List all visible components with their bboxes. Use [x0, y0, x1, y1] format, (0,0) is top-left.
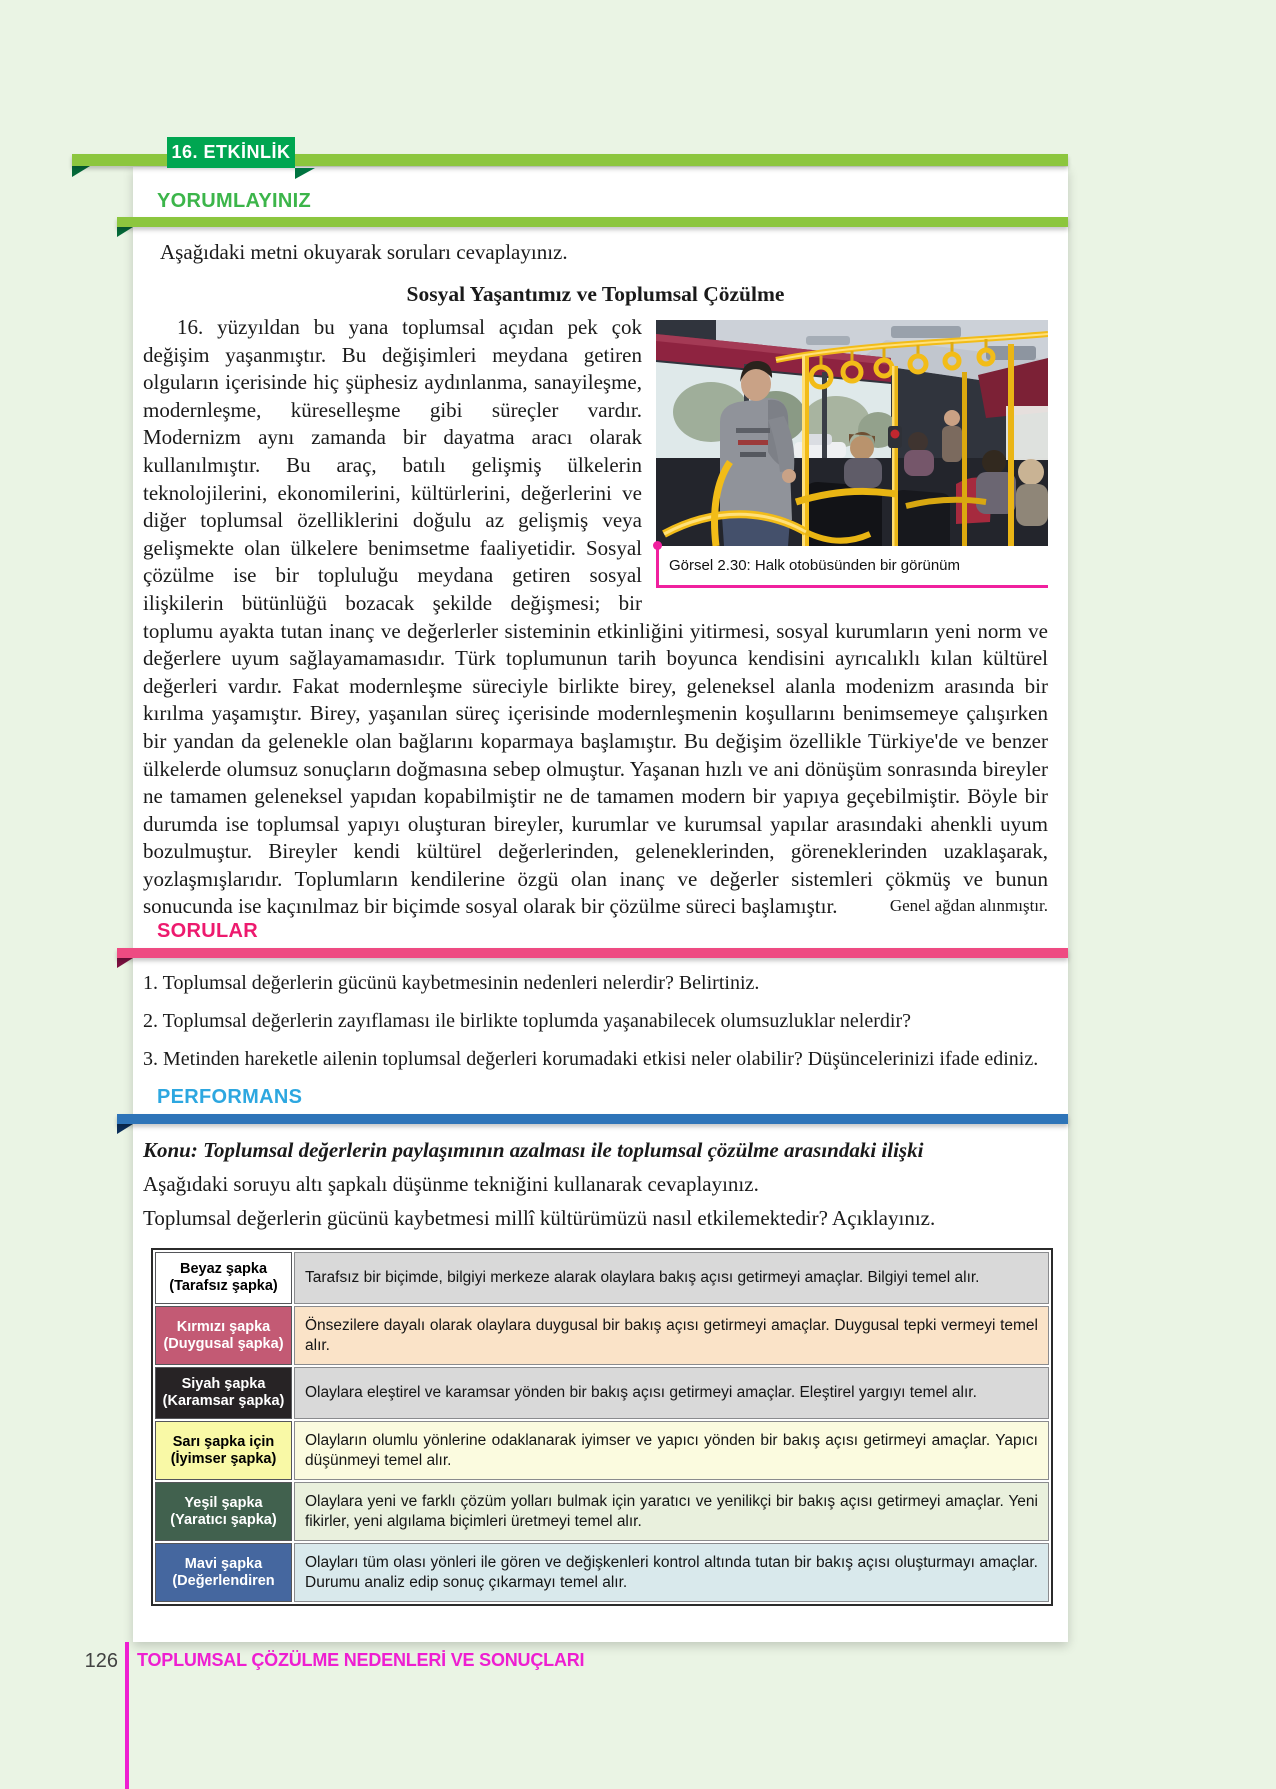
hat-label-line2: (Değerlendiren	[172, 1572, 275, 1589]
intro-text: Aşağıdaki metni okuyarak soruları cevaplayınız.	[160, 240, 568, 264]
activity-badge: 16. ETKİNLİK	[167, 137, 295, 168]
hat-label-line1: Siyah şapka	[181, 1376, 266, 1392]
sorular-divider-fold	[117, 958, 133, 968]
reading-title: Sosyal Yaşantımız ve Toplumsal Çözülme	[406, 282, 785, 306]
footer-chapter-title: TOPLUMSAL ÇÖZÜLME NEDENLERİ VE SONUÇLARI	[137, 1650, 585, 1670]
section-heading-performans: PERFORMANS	[157, 1086, 303, 1108]
section-heading-yorumlayiniz: YORUMLAYINIZ	[157, 190, 311, 212]
hat-label-sari	[155, 1421, 292, 1480]
hat-label-mavi	[155, 1543, 292, 1602]
hat-description-yesil	[294, 1482, 1049, 1541]
hat-label-line2: (Karamsar şapka)	[162, 1393, 285, 1409]
hat-label-line1: Beyaz şapka	[179, 1261, 268, 1277]
source-note: Genel ağdan alınmıştır.	[889, 896, 1048, 915]
hat-description-kirmizi	[294, 1306, 1049, 1365]
hat-description-text: Olaylara eleştirel ve karamsar yönden bir bakış açısı getirmeyi amaçlar. Eleştirel yargıyı temel alır.	[305, 1384, 977, 1402]
hat-label-siyah	[155, 1367, 292, 1419]
section-heading-sorular: SORULAR	[157, 920, 258, 942]
performans-question: Toplumsal değerlerin gücünü kaybetmesi millî kültürümüzü nasıl etkilemektedir? Açıklayınız.	[143, 1206, 936, 1230]
reading-article	[143, 314, 1048, 921]
hat-label-line2: (Duygusal şapka)	[163, 1335, 284, 1352]
yorumlayiniz-divider-fold	[117, 227, 133, 237]
yorumlayiniz-divider-bar	[117, 217, 1068, 227]
six-hats-table	[151, 1248, 1053, 1606]
footer-divider-line	[125, 1642, 129, 1789]
hat-label-line1: Kırmızı şapka	[176, 1318, 271, 1335]
hat-description-beyaz	[294, 1252, 1049, 1304]
performans-instruction: Aşağıdaki soruyu altı şapkalı düşünme tekniğini kullanarak cevaplayınız.	[143, 1172, 759, 1196]
hat-description-text: Tarafsız bir biçimde, bilgiyi merkeze alarak olaylara bakış açısı getirmeyi amaçlar. Bilgiyi temel alır.	[305, 1269, 980, 1287]
hat-description-text: Önsezilere dayalı olarak olaylara duygusal bir bakış açısı getirmeyi amaçlar. Duygusal tepki vermeyi temel alır.	[305, 1317, 1038, 1354]
hat-description-siyah	[294, 1367, 1049, 1419]
question-item: 3. Metinden hareketle ailenin toplumsal değerleri korumadaki etkisi neler olabilir? Düşüncelerinizi ifade ediniz.	[143, 1048, 1039, 1070]
bus-photo-figure	[656, 320, 1048, 588]
hat-label-kirmizi	[155, 1306, 292, 1365]
hat-description-sari	[294, 1421, 1049, 1480]
question-item: 2. Toplumsal değerlerin zayıflaması ile birlikte toplumda yaşanabilecek olumsuzluklar nelerdir?	[143, 1010, 911, 1032]
performans-topic: Konu: Toplumsal değerlerin paylaşımının azalması ile toplumsal çözülme arasındaki ilişki	[143, 1138, 924, 1162]
hat-description-text: Olaylara yeni ve farklı çözüm yolları bulmak için yaratıcı ve yenilikçi bir bakış açısı getirmeyi amaçlar. Yeni fikirler, yeni algılama biçimleri üretmeyi temel alır.	[305, 1493, 1038, 1530]
hat-label-beyaz	[155, 1252, 292, 1304]
hat-label-line1: Sarı şapka için	[172, 1433, 275, 1450]
performans-divider-bar	[117, 1114, 1068, 1124]
question-item: 1. Toplumsal değerlerin gücünü kaybetmesinin nedenleri nelerdir? Belirtiniz.	[143, 972, 760, 994]
hat-description-text: Olayları tüm olası yönleri ile gören ve değişkenleri kontrol altında tutan bir bakış açısı oluşturmayı amaçlar. Durumu analiz edip sonuç çıkarmayı temel alır.	[305, 1554, 1038, 1591]
bus-photo	[656, 320, 1048, 546]
hat-label-line2: (Tarafsız şapka)	[169, 1278, 278, 1294]
hat-label-yesil	[155, 1482, 292, 1541]
reading-paragraph: 16. yüzyıldan bu yana toplumsal açıdan pek çok değişim yaşanmıştır. Bu değişimleri meydana getiren olguların içerisinde hiç şüphesiz aydınlanma, sanayileşme, modernleşme, küreselleşme gibi süreçler vardır. Modernizm aynı zamanda bir dayatma aracı olarak kullanılmıştır. Bu araç, batılı gelişmiş ülkelerin teknolojilerini, ekonomilerini, kültürlerini, değerlerini ve diğer toplumsal özelliklerini doğulu az gelişmiş veya gelişmekte olan ülkelere benimsetme faaliyetidir. Sosyal çözülme ise bir topluluğu meydana getiren sosyal ilişkilerin bütünlüğü bozacak şekilde değişmesi; bir toplumu ayakta tutan inanç ve değerlerler sisteminin etkinliğini yitirmesi, sosyal kurumların yeni norm ve değerlere uyum sağlayamamasıdır. Türk toplumunun tarih boyunca kendisini ayrıcalıklı kılan kültürel değerleri vardır. Fakat modernleşme süreciyle birlikte birey, geleneksel alanla modenizm arasında bir kırılma yaşamıştır. Birey, yaşanılan süreç içerisinde modernleşmenin koşullarını benimsemeye çalışırken bir yandan da gelenekle olan bağlarını koparmaya başlamıştır. Bu değişim özellikle Türkiye'de ve benzer ülkelerde olumsuz sonuçların doğmasına sebep olmuştur. Yaşanan hızlı ve ani dönüşüm sonrasında bireyler ne tamamen geleneksel yapıdan kopabilmiştir ne de tamamen modern bir yapıya geçebilmiştir. Böyle bir durumda ise toplumsal yapıyı oluşturan bireyler, kurumlar ve kurumsal yapılar arasındaki ahenkli uyum bozulmuştur. Bireyler kendi kültürel değerlerinden, geleneklerinden, göreneklerinden uzaklaşarak, yozlaşmışlarıdır. Toplumların kendilerine özgü olan inanç ve değerler sistemleri çökmüş ve bunun sonucunda ise kaçınılmaz bir biçimde sosyal olarak bir çözülme süreci başlamıştır.	[143, 315, 1048, 919]
hat-label-line1: Mavi şapka	[184, 1555, 263, 1572]
hat-description-text: Olayların olumlu yönlerine odaklanarak iyimser ve yapıcı yönden bir bakış açısı getirmeyi amaçlar. Yapıcı düşünmeyi temel alır.	[305, 1432, 1038, 1469]
sorular-divider-bar	[117, 948, 1068, 958]
performans-divider-fold	[117, 1124, 133, 1134]
top-ribbon-fold	[72, 166, 90, 177]
page-number: 126	[84, 1650, 118, 1672]
activity-badge-fold	[295, 168, 315, 179]
hat-description-mavi	[294, 1543, 1049, 1602]
hat-label-line1: Yeşil şapka	[184, 1494, 263, 1511]
photo-caption: Görsel 2.30: Halk otobüsünden bir görünüm	[656, 546, 1048, 588]
hat-label-line2: (Yaratıcı şapka)	[170, 1511, 277, 1528]
hat-label-line2: (İyimser şapka)	[170, 1450, 277, 1467]
